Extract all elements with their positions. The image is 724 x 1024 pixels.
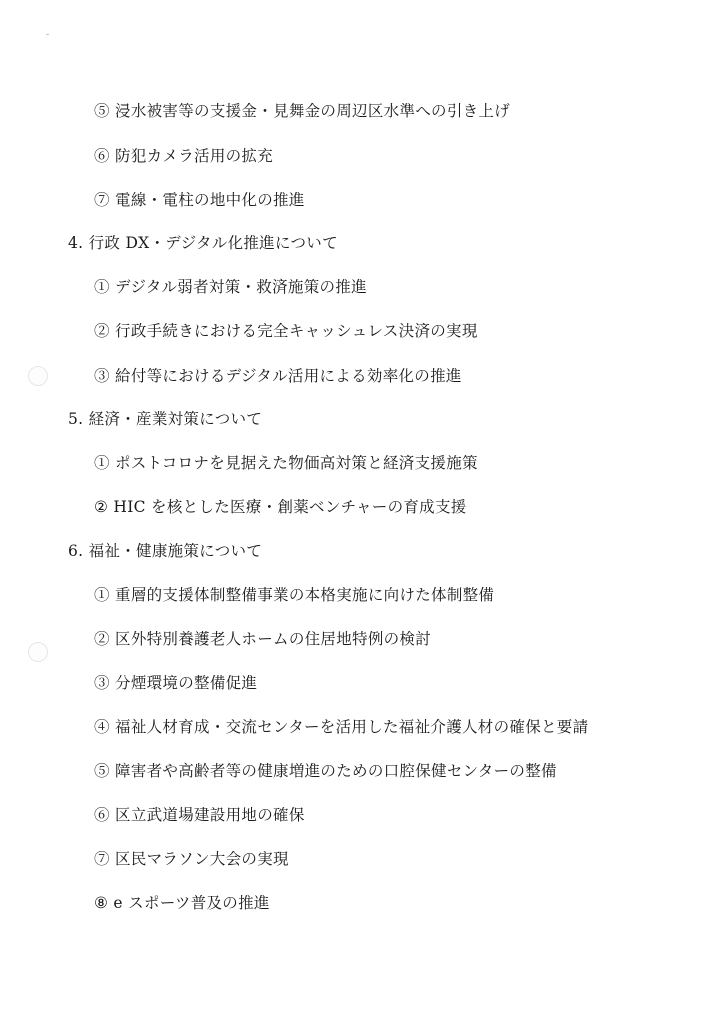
list-item: ⑤ 障害者や高齢者等の健康増進のための口腔保健センターの整備 <box>94 762 557 780</box>
scan-speck <box>46 34 49 35</box>
list-item: ④ 福祉人材育成・交流センターを活用した福祉介護人材の確保と要請 <box>94 718 589 736</box>
list-item: ② 区外特別養護老人ホームの住居地特例の検討 <box>94 630 432 648</box>
list-item: ③ 分煙環境の整備促進 <box>94 674 258 692</box>
list-item: ⑥ 防犯カメラ活用の拡充 <box>94 147 274 165</box>
list-item: ① 重層的支援体制整備事業の本格実施に向けた体制整備 <box>94 586 495 604</box>
punch-hole-bottom <box>28 642 48 662</box>
section-heading: 5. 経済・産業対策について <box>68 410 263 428</box>
section-heading: 4. 行政 DX・デジタル化推進について <box>68 234 338 252</box>
punch-hole-top <box>28 366 48 386</box>
list-item: ② HIC を核とした医療・創薬ベンチャーの育成支援 <box>94 498 467 516</box>
list-item: ③ 給付等におけるデジタル活用による効率化の推進 <box>94 367 462 385</box>
list-item: ⑥ 区立武道場建設用地の確保 <box>94 806 305 824</box>
list-item: ② 行政手続きにおける完全キャッシュレス決済の実現 <box>94 322 478 340</box>
list-item: ⑤ 浸水被害等の支援金・見舞金の周辺区水準への引き上げ <box>94 102 511 120</box>
section-heading: 6. 福祉・健康施策について <box>68 542 263 560</box>
list-item: ⑦ 区民マラソン大会の実現 <box>94 850 289 868</box>
list-item: ⑧ e スポーツ普及の推進 <box>94 894 270 912</box>
list-item: ⑦ 電線・電柱の地中化の推進 <box>94 191 305 209</box>
list-item: ① デジタル弱者対策・救済施策の推進 <box>94 278 367 296</box>
list-item: ① ポストコロナを見据えた物価高対策と経済支援施策 <box>94 454 478 472</box>
